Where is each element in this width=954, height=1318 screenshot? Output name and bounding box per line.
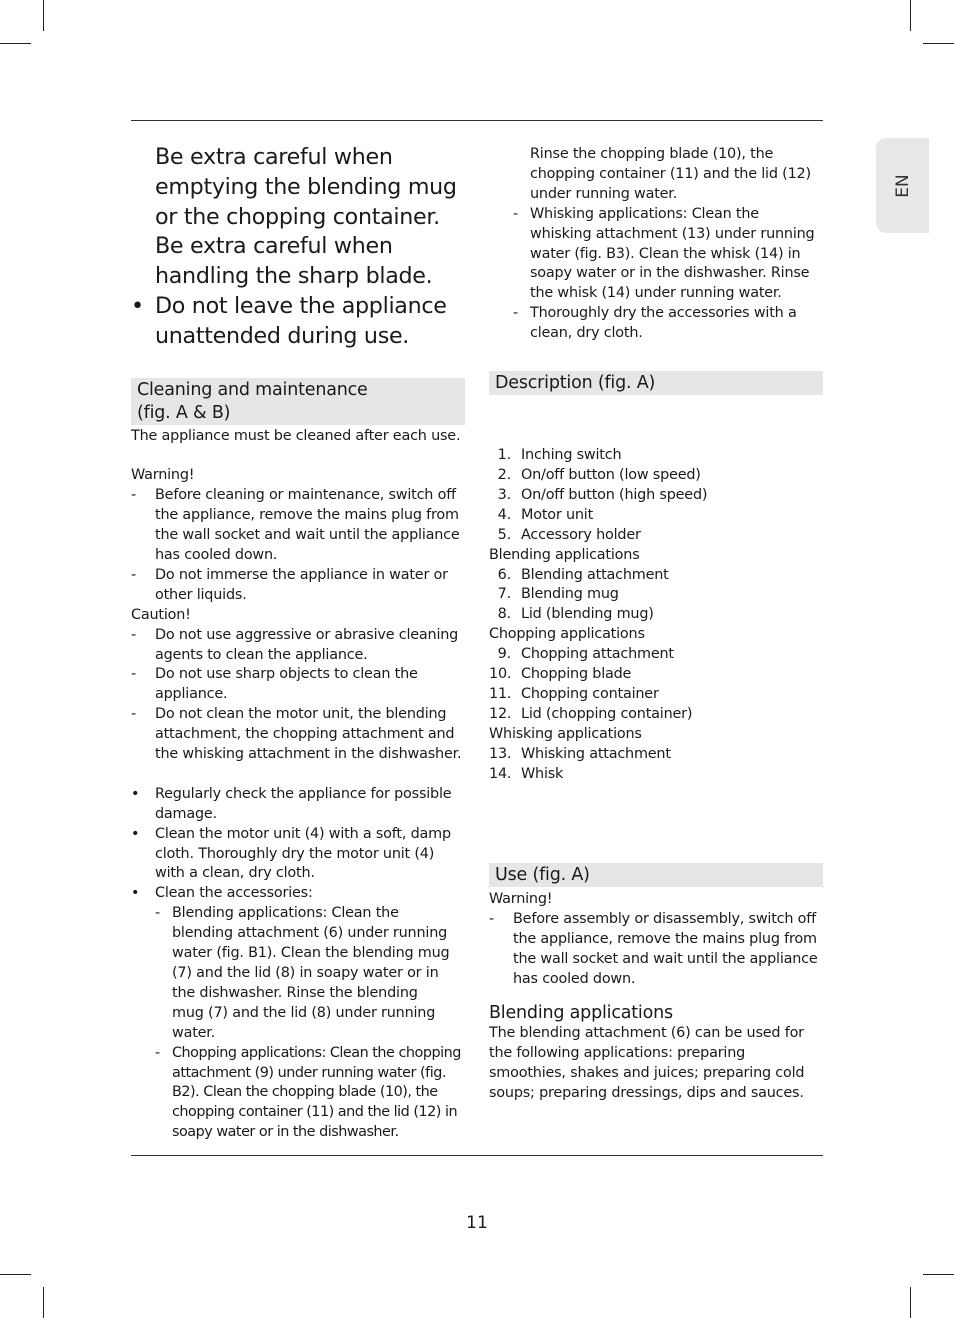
bullet-text: Clean the accessories: bbox=[155, 885, 313, 902]
warning-text: Before assembly or disassembly, switch off the appliance, remove the mains plug from the wall socket and wait until the appliance has cooled down. bbox=[513, 911, 818, 988]
part-item bbox=[489, 566, 823, 586]
cleaning-title-line1: Cleaning and maintenance bbox=[137, 379, 368, 400]
safety-notes bbox=[131, 143, 465, 352]
accessory-item: - Blending applications: Clean the blending attachment (6) under running water (fig. B1). Clean the blending mug (7) and the lid (8) in soapy water or in the dishwasher. Rinse the blending mug (7) and the lid (8) under running water. bbox=[155, 905, 450, 1041]
cleaning-bullet-item: • Clean the accessories: bbox=[131, 885, 313, 902]
language-tab-label: EN bbox=[892, 173, 913, 198]
cleaning-caution-item: - Do not use sharp objects to clean the appliance. bbox=[131, 666, 418, 703]
use-warning-item: - Before assembly or disassembly, switch off the appliance, remove the mains plug from the wall socket and wait until the appliance has cooled down. bbox=[489, 911, 818, 988]
crop-mark bbox=[0, 1274, 31, 1275]
cleaning-caution-label: Caution! bbox=[131, 606, 191, 623]
accessory-text: Blending applications: Clean the blending attachment (6) under running water (fig. B1). Clean the blending mug (7) and the lid (8) in soapy water or in the dishwasher. Rinse the blending mug (7) and the lid (8) under running water. bbox=[172, 905, 450, 1041]
part-number: 13. bbox=[489, 745, 512, 762]
warning-text: Do not immerse the appliance in water or other liquids. bbox=[155, 566, 448, 603]
part-number: 11. bbox=[489, 685, 512, 702]
part-item bbox=[489, 585, 823, 605]
part-label: Whisk bbox=[521, 765, 564, 782]
accessory-item: - Thoroughly dry the accessories with a clean, dry cloth. bbox=[513, 305, 797, 342]
accessory-continued: Rinse the chopping blade (10), the chopping container (11) and the lid (12) under running water. bbox=[530, 146, 811, 202]
part-number: 2. bbox=[497, 466, 511, 483]
part-item bbox=[489, 506, 823, 526]
part-item bbox=[489, 645, 823, 665]
part-item bbox=[489, 705, 823, 725]
crop-mark bbox=[923, 43, 954, 44]
part-item bbox=[489, 765, 823, 785]
safety-bullet-text: Do not leave the appliance unattended during use. bbox=[155, 292, 447, 349]
crop-mark bbox=[923, 1274, 954, 1275]
part-item bbox=[489, 526, 823, 546]
part-label: Chopping container bbox=[521, 685, 659, 702]
part-label: Chopping attachment bbox=[521, 646, 674, 663]
cleaning-heading bbox=[131, 378, 465, 425]
cleaning-warning-item: - Do not immerse the appliance in water or other liquids. bbox=[131, 566, 448, 603]
group-chopping: Chopping applications bbox=[489, 626, 645, 643]
bottom-rule bbox=[131, 1155, 823, 1156]
part-item bbox=[489, 745, 823, 765]
part-item bbox=[489, 486, 823, 506]
cleaning-title-line2: (fig. A & B) bbox=[137, 402, 231, 423]
crop-mark bbox=[0, 43, 31, 44]
part-label: Lid (blending mug) bbox=[521, 606, 654, 623]
parts-list bbox=[489, 446, 823, 784]
part-item bbox=[489, 446, 823, 466]
part-label: Blending mug bbox=[521, 586, 619, 603]
crop-mark bbox=[43, 0, 44, 31]
page-number: 11 bbox=[466, 1213, 488, 1233]
bullet-text: Clean the motor unit (4) with a soft, damp cloth. Thoroughly dry the motor unit (4) with a clean, dry cloth. bbox=[155, 825, 451, 882]
blending-text: The blending attachment (6) can be used for the following applications: preparing smoothies, shakes and juices; preparing cold soups; preparing dressings, dips and sauces. bbox=[489, 1025, 805, 1101]
caution-text: Do not use aggressive or abrasive cleaning agents to clean the appliance. bbox=[155, 626, 459, 663]
cleaning-intro: The appliance must be cleaned after each use. bbox=[131, 427, 461, 444]
right-column bbox=[489, 145, 823, 1104]
part-item bbox=[489, 665, 823, 685]
description-title: Description (fig. A) bbox=[495, 373, 656, 394]
crop-mark bbox=[910, 1287, 911, 1318]
safety-continued: Be extra careful when emptying the blending mug or the chopping container. Be extra careful when handling the sharp blade. bbox=[155, 144, 457, 290]
part-number: 7. bbox=[497, 586, 511, 603]
part-number: 1. bbox=[497, 447, 511, 464]
description-heading bbox=[489, 371, 823, 395]
cleaning-caution-item: - Do not clean the motor unit, the blending attachment, the chopping attachment and the whisking attachment in the dishwasher. bbox=[131, 706, 462, 763]
language-tab bbox=[876, 138, 929, 233]
part-label: Chopping blade bbox=[521, 666, 632, 683]
part-label: Inching switch bbox=[521, 447, 622, 464]
part-label: On/off button (high speed) bbox=[521, 486, 708, 503]
blending-subtitle: Blending applications bbox=[489, 1003, 673, 1023]
part-label: On/off button (low speed) bbox=[521, 466, 701, 483]
top-rule bbox=[131, 120, 823, 121]
use-warning-label: Warning! bbox=[489, 891, 553, 908]
part-label: Lid (chopping container) bbox=[521, 705, 693, 722]
cleaning-warning-label: Warning! bbox=[131, 467, 195, 484]
caution-text: Do not use sharp objects to clean the appliance. bbox=[155, 666, 418, 703]
safety-bullet-item bbox=[131, 292, 465, 352]
warning-text: Before cleaning or maintenance, switch off the appliance, remove the mains plug from the wall socket and wait until the appliance has cooled down. bbox=[155, 487, 460, 563]
group-whisking: Whisking applications bbox=[489, 725, 642, 742]
cleaning-bullet-item: • Regularly check the appliance for possible damage. bbox=[131, 785, 452, 822]
accessory-item: - Chopping applications: Clean the chopping attachment (9) under running water (fig. B2). Clean the chopping blade (10), the chopping container (11) and the lid (12) in soapy water or in the dishwasher. bbox=[155, 1044, 461, 1141]
part-number: 9. bbox=[497, 646, 511, 663]
part-number: 3. bbox=[497, 486, 511, 503]
part-number: 8. bbox=[497, 606, 511, 623]
part-number: 14. bbox=[489, 765, 512, 782]
cleaning-bullet-item: • Clean the motor unit (4) with a soft, damp cloth. Thoroughly dry the motor unit (4) with a clean, dry cloth. bbox=[131, 825, 451, 882]
crop-mark bbox=[910, 0, 911, 31]
part-number: 12. bbox=[489, 705, 512, 722]
part-item bbox=[489, 685, 823, 705]
part-label: Blending attachment bbox=[521, 566, 669, 583]
part-number: 5. bbox=[497, 526, 511, 543]
cleaning-warning-item: - Before cleaning or maintenance, switch off the appliance, remove the mains plug from the wall socket and wait until the appliance has cooled down. bbox=[131, 487, 460, 563]
use-heading bbox=[489, 863, 823, 887]
crop-mark bbox=[43, 1287, 44, 1318]
group-blending: Blending applications bbox=[489, 546, 640, 563]
bullet-text: Regularly check the appliance for possible damage. bbox=[155, 785, 452, 822]
part-label: Accessory holder bbox=[521, 526, 641, 543]
use-title: Use (fig. A) bbox=[495, 865, 590, 886]
part-label: Motor unit bbox=[521, 506, 594, 523]
left-column bbox=[131, 143, 465, 1143]
part-item bbox=[489, 466, 823, 486]
accessory-text: Chopping applications: Clean the chopping attachment (9) under running water (fig. B2). Clean the chopping blade (10), the chopping container (11) and the lid (12) in soapy water or in the dishwasher. bbox=[172, 1044, 461, 1141]
part-number: 6. bbox=[497, 566, 511, 583]
part-number: 4. bbox=[497, 506, 511, 523]
bullet-marker: • bbox=[131, 292, 144, 319]
part-label: Whisking attachment bbox=[521, 745, 671, 762]
caution-text: Do not clean the motor unit, the blending attachment, the chopping attachment and the whisking attachment in the dishwasher. bbox=[155, 706, 462, 763]
cleaning-caution-item: - Do not use aggressive or abrasive cleaning agents to clean the appliance. bbox=[131, 626, 459, 663]
accessory-item: - Whisking applications: Clean the whisking attachment (13) under running water (fig. B3). Clean the whisk (14) in soapy water or in the dishwasher. Rinse the whisk (14) under running water. bbox=[513, 205, 815, 302]
accessory-text: Thoroughly dry the accessories with a clean, dry cloth. bbox=[530, 305, 797, 342]
part-number: 10. bbox=[489, 666, 512, 683]
part-item bbox=[489, 605, 823, 625]
accessory-text: Whisking applications: Clean the whisking attachment (13) under running water (fig. B3). Clean the whisk (14) in soapy water or in the dishwasher. Rinse the whisk (14) under running water. bbox=[530, 205, 815, 302]
